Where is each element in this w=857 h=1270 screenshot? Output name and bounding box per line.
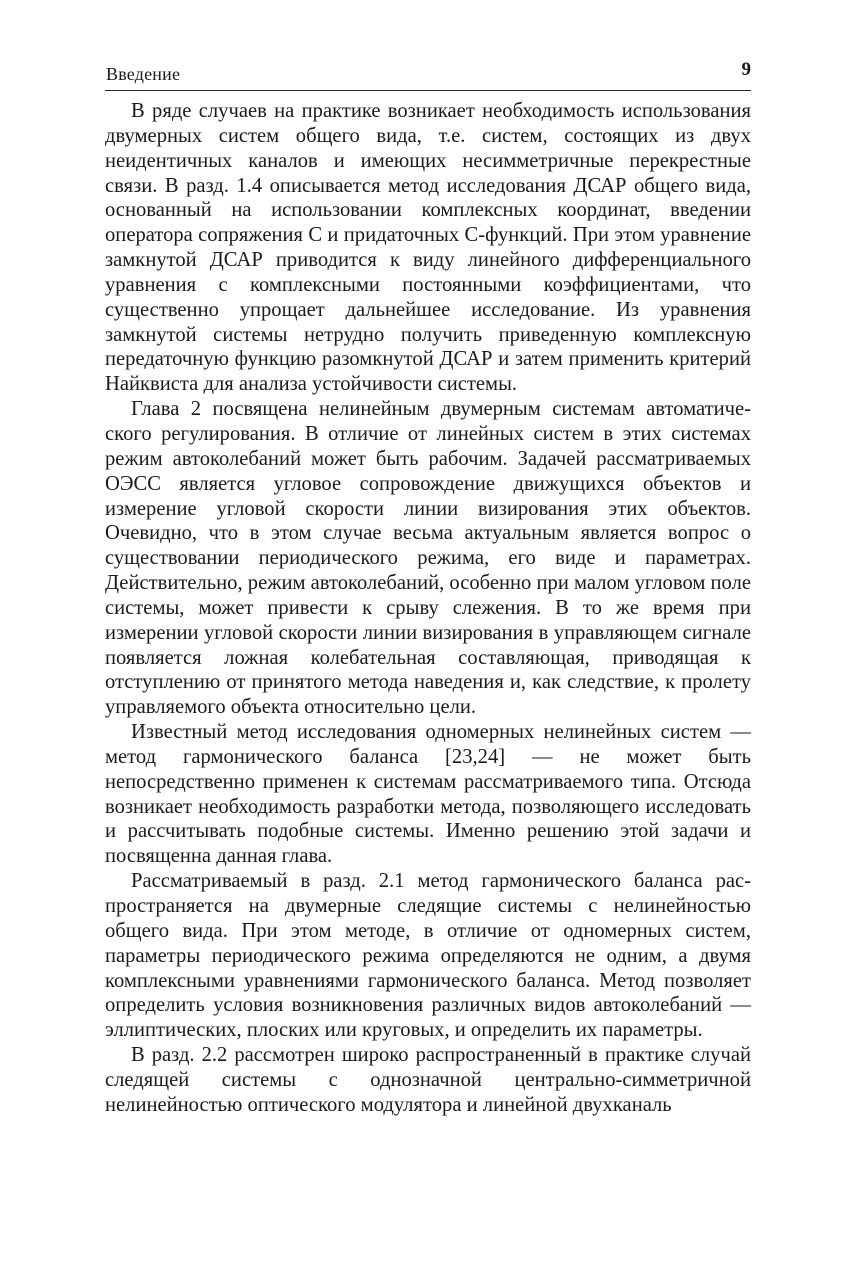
- body-text: [105, 99, 751, 1118]
- page-number: 9: [741, 59, 751, 80]
- paragraph: В разд. 2.2 рассмотрен широко распространенный в практике случай следящей системы с однозначной центрально-симметричной нелинейностью оптического модулятора и линейной двухканаль: [105, 1044, 751, 1116]
- paragraph: Глава 2 посвящена нелинейным двумерным системам автоматического регулирования. В отличие от линейных систем в этих системах режим автоколебаний может быть рабочим. Задачей рассматриваемых ОЭСС является угловое сопровождение движущихся объектов и измерение угловой скорости линии визирования этих объектов. Очевидно, что в этом случае весьма актуальным является вопрос о существовании периодического режима, его виде и параметрах. Действительно, режим автоколебаний, особенно при малом угловом поле системы, может привести к срыву слежения. В то же время при измерении угловой скорости линии визирования в управляющем сигнале появляется ложная колебательная составляющая, приводящая к отступлению от принятого метода наведения и, как следствие, к пролету управляемого объекта относительно цели.: [105, 398, 751, 719]
- book-page: [105, 58, 751, 1118]
- running-header: [105, 58, 751, 91]
- header-title: Введение: [106, 64, 181, 84]
- paragraph: Рассматриваемый в разд. 2.1 метод гармонического баланса распространяется на двумерные следящие системы с нелинейностью общего вида. При этом методе, в отличие от одномерных систем, параметры периодического режима определяются не одним, а двумя комплексными уравнениями гармонического баланса. Метод позволяет определить условия возникновения различных видов автоколебаний — эллиптических, плоских или круговых, и определить их параметры.: [105, 870, 751, 1042]
- paragraph: В ряде случаев на практике возникает необходимость использования двумерных систем общего вида, т.е. систем, состоящих из двух неидентичных каналов и имеющих несимметричные перекрестные связи. В разд. 1.4 описывается метод исследования ДСАР общего вида, основанный на использовании комплексных координат, введении оператора сопряжения C и придаточных C-функций. При этом уравнение замкнутой ДСАР приводится к виду линейного дифференциального уравнения с комплексными постоянными коэффициентами, что существенно упрощает дальнейшее исследование. Из уравнения замкнутой системы нетрудно получить приведенную комплексную передаточную функцию разомкнутой ДСАР и затем применить критерий Найквиста для анализа устойчивости системы.: [105, 100, 751, 396]
- paragraph: Известный метод исследования одномерных нелинейных систем — метод гармонического баланса [23,24] — не может быть непосредственно применен к системам рассматриваемого типа. Отсюда возникает необходимость разработки метода, позволяющего исследовать и рассчитывать подобные системы. Именно решению этой задачи и посвященна данная глава.: [105, 721, 751, 868]
